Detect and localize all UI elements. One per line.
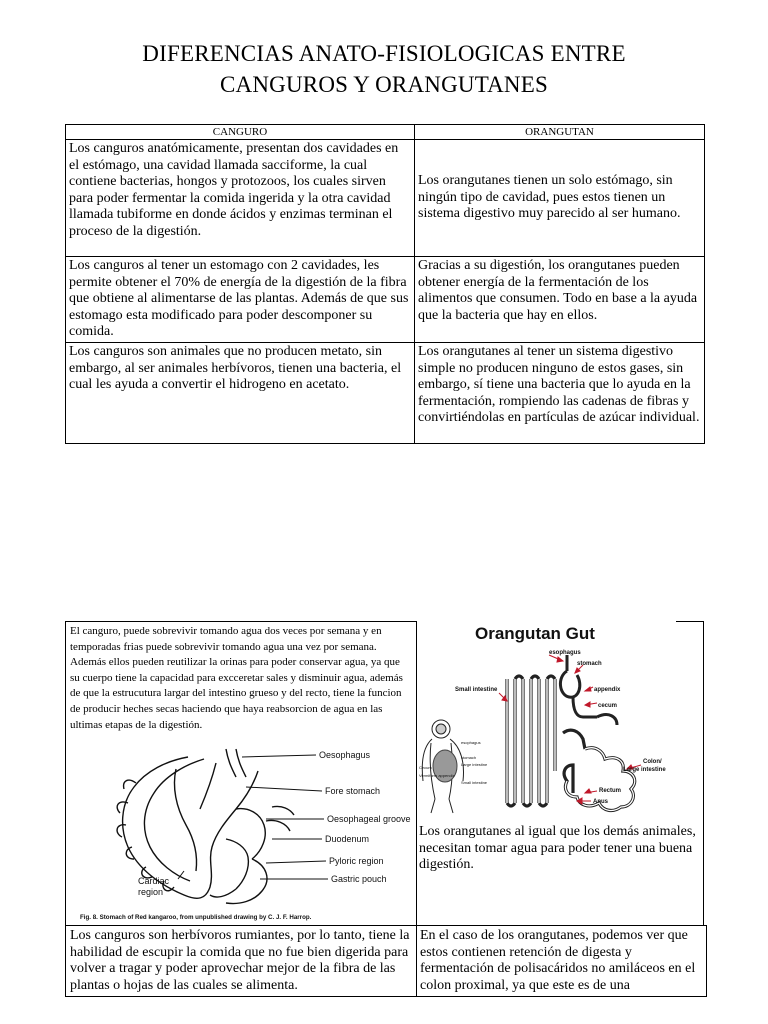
label-stomach: stomach (577, 661, 602, 667)
label-oesophageal-groove: Oesophageal groove (327, 814, 411, 824)
label-oesophagus: Oesophagus (319, 750, 371, 760)
header-orangutan: ORANGUTAN (415, 125, 705, 140)
header-canguro: CANGURO (66, 125, 415, 140)
kangaroo-water-text: El canguro, puede sobrevivir tomando agua dos veces por semana y en temporadas frias puede sobrevivir tomando agua una vez por semana. Además ellos pueden reutilizar la orinas para poder conservar agua, ya que su cuerpo tiene la capacidad para excceretar sales y disminuir agua, además de que la estrucutura largar del intestino grueso y del recto, tiene la funcion de producir heches secas haciendo que haya reabsorcion de agua en las ultimas etapas de la digestión. (70, 625, 403, 731)
label-fore-stomach: Fore stomach (325, 786, 381, 796)
comparison-table (65, 124, 705, 444)
label-large-intestine: Large intestine (623, 767, 666, 773)
table-row (66, 140, 705, 257)
table-header-row (66, 125, 705, 140)
small-label-large-intestine: Large intestine (461, 762, 488, 767)
label-cardiac-region: region (138, 887, 164, 897)
label-cardiac: Cardiac (138, 876, 170, 886)
water-digestion-section (65, 621, 705, 995)
small-label-appendix: Vermiform appendix (419, 773, 455, 778)
kangaroo-water-cell (65, 621, 417, 926)
table-cell: Los canguros son animales que no producen metato, sin embargo, al ser animales herbívoros, tienen una bacteria, el cual les ayuda a convertir el hidrogeno en acetato. (66, 342, 415, 443)
label-colon: Colon/ (643, 759, 662, 765)
label-appendix: appendix (594, 687, 621, 693)
small-label-cecum: Cecum (419, 765, 432, 770)
orangutan-fermentation-text: En el caso de los orangutanes, podemos ver que estos contienen retención de digesta y fermentación de polisacáridos no amiláceos en el colon proximal, ya que este es de una (420, 928, 696, 993)
title-line-2: CANGUROS Y ORANGUTANES (220, 72, 548, 97)
label-small-intestine: Small intestine (455, 687, 498, 693)
table-cell: Gracias a su digestión, los orangutanes pueden obtener energía de la fermentación de los alimentos que consumen. Todo en base a la ayuda que la bacteria que hay en ellos. (415, 257, 705, 343)
table-cell: Los orangutanes tienen un solo estómago, sin ningún tipo de cavidad, pues estos tienen un sistema digestivo muy parecido al ser humano. (415, 140, 705, 257)
orangutan-gut-figure (417, 621, 673, 817)
table-cell: Los canguros anatómicamente, presentan dos cavidades en el estómago, una cavidad llamada sacciforme, la cual contiene bacterias, hongos y protozoos, los cuales sirven para poder fermentar la comida ingerida y la otra cavidad llamada tubiforme en donde ácidos y enzimas terminan el proceso de la digestión. (66, 140, 415, 257)
figure-caption: Fig. 8. Stomach of Red kangaroo, from unpublished drawing by C. J. F. Harrop. (80, 914, 312, 921)
orangutan-water-text: Los orangutanes al igual que los demás animales, necesitan tomar agua para poder tener una buena digestión. (419, 824, 696, 873)
small-label-stomach: stomach (461, 755, 477, 760)
title-line-1: DIFERENCIAS ANATO-FISIOLOGICAS ENTRE (142, 41, 626, 66)
document-title (0, 38, 768, 100)
label-gastric-pouch: Gastric pouch (331, 874, 387, 884)
table-row (66, 342, 705, 443)
table-cell: Los orangutanes al tener un sistema digestivo simple no producen ninguno de estos gases, sin embargo, sí tiene una bacteria que lo ayuda en la fermentación, rompiendo las cadenas de fibras y convirtiéndolas en partículas de azúcar individual. (415, 342, 705, 443)
table-cell: Los canguros al tener un estomago con 2 cavidades, les permite obtener el 70% de energía de la digestión de la fibra que obtiene al alimentarse de las plantas. Además de que sus estomago esta modificado para poder descomponer su comida. (66, 257, 415, 343)
small-label-esophagus: esophagus (461, 740, 481, 745)
label-cecum: cecum (598, 703, 618, 709)
label-anus: Anus (593, 799, 608, 805)
small-label-small-intestine: Small intestine (461, 780, 488, 785)
label-duodenum: Duodenum (325, 834, 370, 844)
kangaroo-stomach-figure (76, 747, 416, 927)
orangutan-gut-title: Orangutan Gut (475, 624, 595, 643)
kangaroo-rumination-text: Los canguros son herbívoros rumiantes, por lo tanto, tiene la habilidad de escupir la comida que no fue bien digerida para volver a tragar y poder aprovechar mejor de la fibra de las plantas o hojas de las cuales se alimenta. (70, 928, 410, 993)
label-rectum: Rectum (599, 788, 622, 794)
orangutan-water-cell (415, 621, 704, 925)
rumination-row (65, 925, 707, 997)
label-pyloric-region: Pyloric region (329, 856, 384, 866)
table-row (66, 257, 705, 343)
label-esophagus: esophagus (549, 650, 581, 656)
